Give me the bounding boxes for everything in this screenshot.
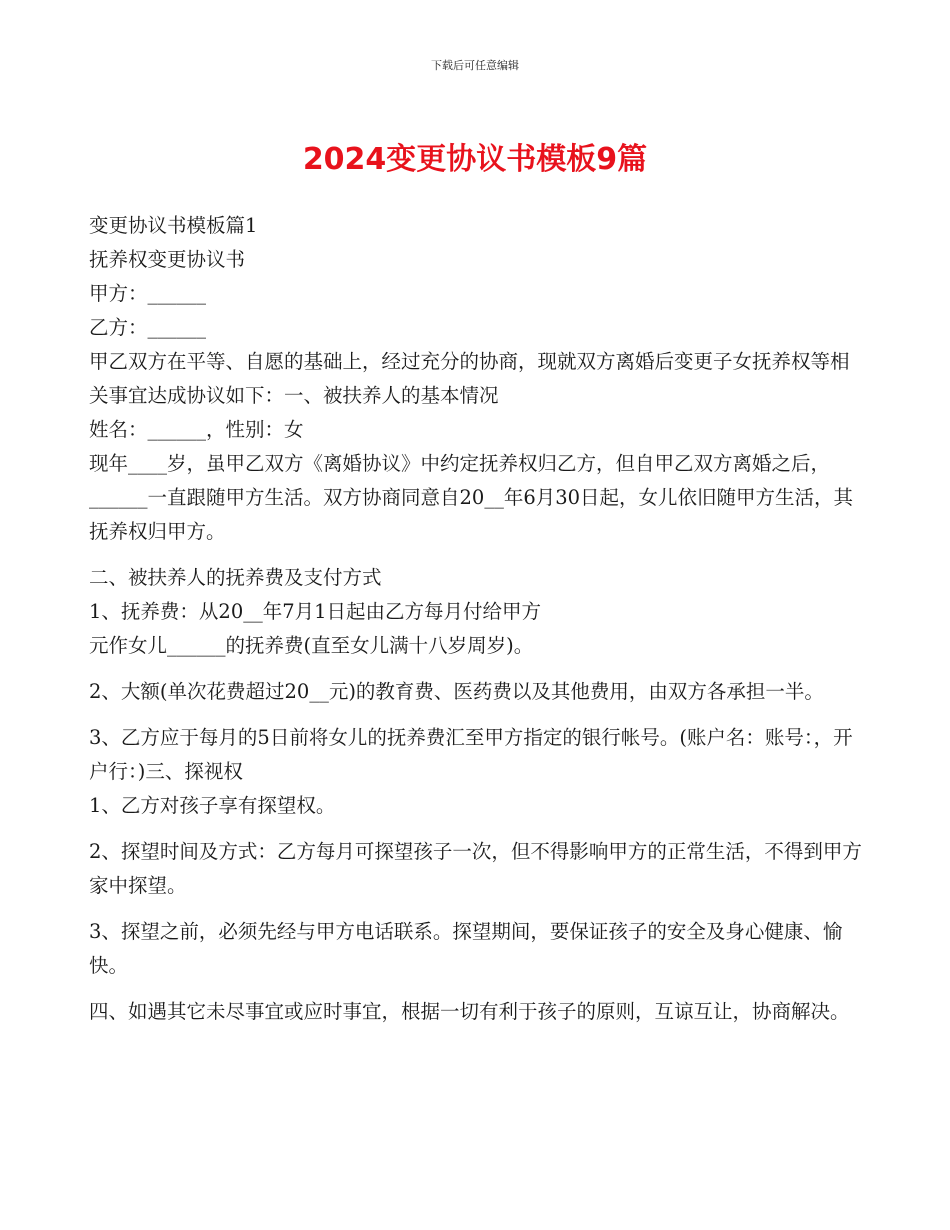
support-item-1-cont: 元作女儿______的抚养费(直至女儿满十八岁周岁)。 <box>89 634 534 657</box>
party-b-line: 乙方：______ <box>89 316 207 339</box>
visitation-item-2: 2、探望时间及方式：乙方每月可探望孩子一次，但不得影响甲方的正常生活，不得到甲方家中探望。 <box>89 840 862 897</box>
document-title: 2024变更协议书模板9篇 <box>302 142 648 177</box>
support-item-3: 3、乙方应于每月的5日前将女儿的抚养费汇至甲方指定的银行帐号。(账户名：账号：，开户行：)三、探视权 <box>89 726 853 783</box>
document-body <box>89 209 864 1029</box>
support-item-1: 1、抚养费：从20__年7月1日起由乙方每月付给甲方 <box>89 600 542 623</box>
visitation-item-1: 1、乙方对孩子享有探望权。 <box>89 794 336 817</box>
intro-paragraph: 甲乙双方在平等、自愿的基础上，经过充分的协商，现就双方离婚后变更子女抚养权等相关事宜达成协议如下：一、被扶养人的基本情况 <box>89 350 850 407</box>
custody-paragraph: 现年____岁，虽甲乙双方《离婚协议》中约定抚养权归乙方，但自甲乙双方离婚之后，______一直跟随甲方生活。双方协商同意自20__年6月30日起，女儿依旧随甲方生活，其抚养权归甲方。 <box>89 452 854 543</box>
visitation-item-3: 3、探望之前，必须先经与甲方电话联系。探望期间，要保证孩子的安全及身心健康、愉快。 <box>89 920 843 977</box>
section-heading: 变更协议书模板篇1 <box>89 214 258 237</box>
name-gender-line: 姓名：______，性别：女 <box>89 418 304 441</box>
support-item-2: 2、大额(单次花费超过20__元)的教育费、医药费以及其他费用，由双方各承担一半。 <box>89 680 824 703</box>
party-a-line: 甲方：______ <box>89 282 207 305</box>
header-note: 下载后可任意编辑 <box>431 59 519 72</box>
support-heading: 二、被扶养人的抚养费及支付方式 <box>89 566 382 589</box>
other-matters-paragraph: 四、如遇其它未尽事宜或应时事宜，根据一切有利于孩子的原则，互谅互让，协商解决。 <box>89 1000 850 1023</box>
agreement-title: 抚养权变更协议书 <box>89 248 246 271</box>
